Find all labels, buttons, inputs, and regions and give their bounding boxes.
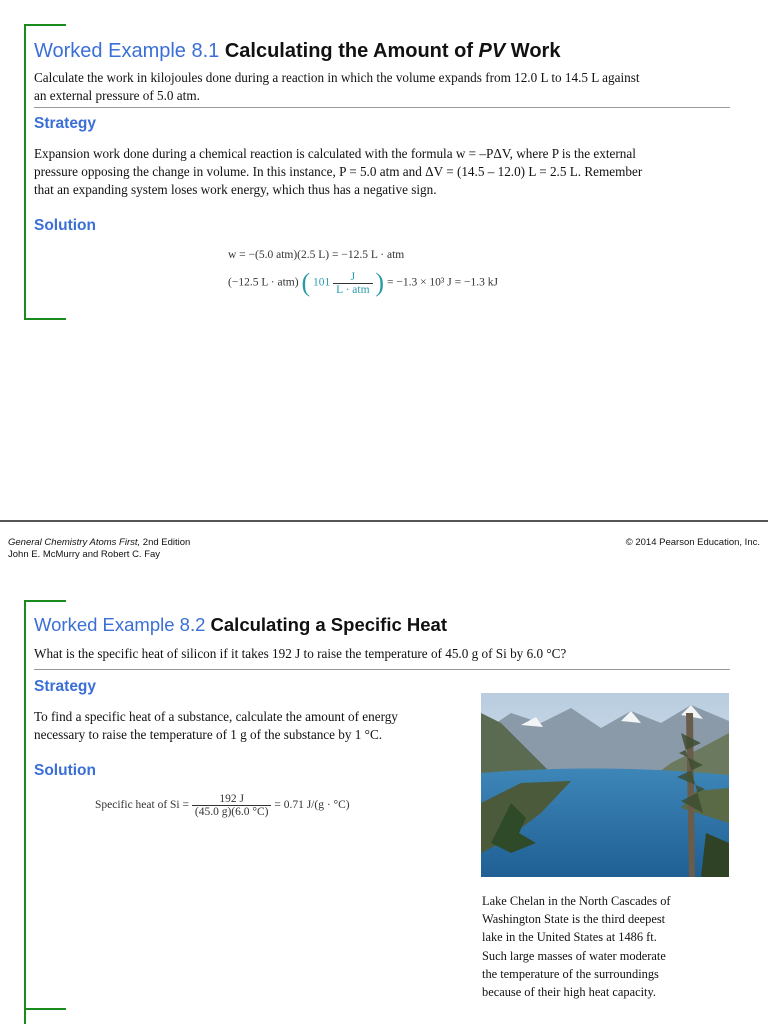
- footer-book: [8, 537, 190, 561]
- slide1-title: [34, 40, 560, 63]
- footer-copyright: © 2014 Pearson Education, Inc.: [625, 537, 760, 548]
- slide1-problem-line2: an external pressure of 5.0 atm.: [34, 88, 200, 103]
- slide1-title-post: Work: [510, 40, 561, 62]
- slide1-problem: [34, 69, 640, 105]
- slide2-equation: [95, 793, 350, 818]
- specific-heat-numerator: 192 J: [192, 793, 272, 806]
- slide2-title-text: Calculating a Specific Heat: [210, 614, 447, 635]
- eq2-factor: 101: [313, 276, 331, 289]
- slide2-title: [34, 614, 447, 636]
- specific-heat-denominator: (45.0 g)(6.0 °C): [194, 806, 269, 818]
- footer-book-edition: 2nd Edition: [140, 537, 191, 548]
- slide2-title-number: Worked Example 8.2: [34, 614, 206, 635]
- slide1-equation-2: [228, 268, 498, 298]
- slide2-problem: What is the specific heat of silicon if it takes 192 J to raise the temperature of 45.0 g of Si by 6.0 °C?: [34, 646, 567, 661]
- caption-line: Such large masses of water moderate: [482, 948, 666, 963]
- bracket2-bottom: [24, 1008, 66, 1010]
- bracket2-left: [24, 600, 26, 1024]
- slide2-strategy-line2: necessary to raise the temperature of 1 g of the substance by 1 °C.: [34, 727, 383, 742]
- slide2-divider: [34, 669, 730, 670]
- footer-book-title: General Chemistry Atoms First,: [8, 537, 141, 548]
- slide1-title-italic: PV: [478, 40, 506, 62]
- slide1-equation-1: w = −(5.0 atm)(2.5 L) = −12.5 L · atm: [228, 249, 405, 261]
- specific-heat-fraction: [192, 793, 272, 818]
- bracket2-top: [24, 600, 66, 602]
- eq2-numerator: J: [333, 271, 372, 284]
- caption-line: Lake Chelan in the North Cascades of: [482, 894, 671, 908]
- eq2-right: = −1.3 × 10³ J = −1.3 kJ: [386, 276, 498, 289]
- slide1-problem-line1: Calculate the work in kilojoules done during a reaction in which the volume expands from 12.0 L to 14.5 L against: [34, 70, 640, 85]
- eq2-left: (−12.5 L · atm): [228, 276, 299, 289]
- photo-caption: [482, 892, 730, 1001]
- lake-chelan-photo: [481, 693, 729, 877]
- eq2-open-paren: (: [301, 268, 311, 297]
- slide2-strategy-heading: Strategy: [34, 678, 97, 695]
- slide2-solution-heading: Solution: [34, 762, 96, 779]
- caption-line: lake in the United States at 1486 ft.: [482, 930, 657, 945]
- eq2-denominator: L · atm: [336, 283, 370, 296]
- slide1-strategy-heading: Strategy: [34, 115, 97, 132]
- slide1-divider: [34, 107, 730, 108]
- slide1-solution-heading: Solution: [34, 217, 96, 234]
- caption-line: the temperature of the surroundings: [482, 966, 659, 981]
- slide1-strategy-line1: Expansion work done during a chemical reaction is calculated with the formula w = –PΔV, where P is the external: [34, 146, 636, 161]
- slide1-strategy-line3: that an expanding system loses work energy, which thus has a negative sign.: [34, 182, 437, 197]
- specific-heat-left: Specific heat of Si =: [95, 799, 189, 812]
- footer-authors: John E. McMurry and Robert C. Fay: [8, 549, 161, 560]
- bracket-top: [24, 24, 66, 26]
- slide1-title-pre: Calculating the Amount of: [224, 40, 473, 62]
- slide1-strategy-text: [34, 145, 642, 199]
- specific-heat-right: = 0.71 J/(g · °C): [274, 799, 350, 812]
- slide2-strategy-line1: To find a specific heat of a substance, calculate the amount of energy: [34, 709, 398, 724]
- bracket-bottom: [24, 318, 66, 320]
- caption-line: Washington State is the third deepest: [482, 912, 666, 927]
- slide1-strategy-line2: pressure opposing the change in volume. In this instance, P = 5.0 atm and ΔV = (14.5 – 12.0) L = 2.5 L. Remember: [34, 164, 643, 179]
- bracket-left: [24, 24, 26, 320]
- eq2-close-paren: ): [375, 268, 385, 297]
- slide2-strategy-text: [34, 708, 464, 744]
- caption-line: because of their high heat capacity.: [482, 985, 656, 1000]
- eq2-fraction: [333, 271, 372, 296]
- slide1-title-number: Worked Example 8.1: [34, 40, 220, 62]
- footer-divider: [0, 520, 768, 522]
